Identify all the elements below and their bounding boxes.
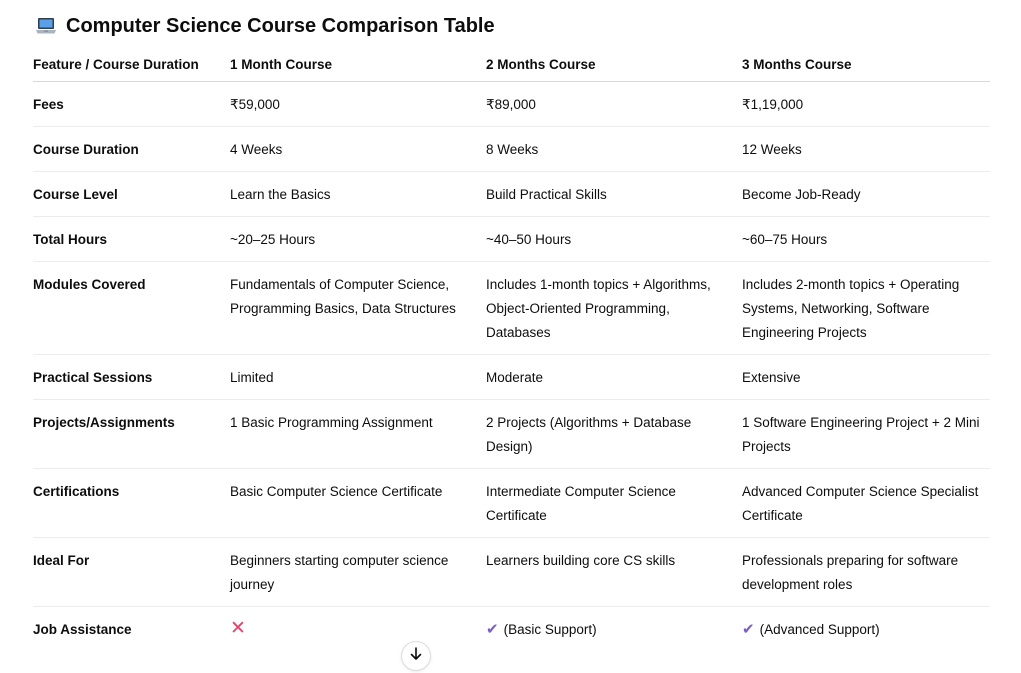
- table-cell: 8 Weeks: [486, 127, 742, 172]
- table-cell: ~60–75 Hours: [742, 217, 990, 262]
- table-cell: Learners building core CS skills: [486, 538, 742, 607]
- arrow-down-icon: [408, 646, 424, 667]
- table-cell: ~40–50 Hours: [486, 217, 742, 262]
- table-row: [33, 400, 990, 469]
- table-cell: Includes 2-month topics + Operating Systems, Networking, Software Engineering Projects: [742, 262, 990, 355]
- table-row: [33, 538, 990, 607]
- check-mark-icon: ✔: [486, 621, 499, 638]
- row-label: Practical Sessions: [33, 355, 230, 400]
- table-row: [33, 607, 990, 652]
- table-cell: [742, 607, 990, 652]
- column-header: 3 Months Course: [742, 47, 990, 82]
- table-header-row: [33, 47, 990, 82]
- table-cell: [486, 607, 742, 652]
- column-header: Feature / Course Duration: [33, 47, 230, 82]
- table-cell: Beginners starting computer science journey: [230, 538, 486, 607]
- table-row: [33, 262, 990, 355]
- row-label: Fees: [33, 82, 230, 127]
- table-row: [33, 172, 990, 217]
- row-label: Course Duration: [33, 127, 230, 172]
- column-header: 2 Months Course: [486, 47, 742, 82]
- table-cell: [230, 607, 486, 652]
- table-cell: 1 Basic Programming Assignment: [230, 400, 486, 469]
- table-cell: Learn the Basics: [230, 172, 486, 217]
- check-mark-icon: ✔: [742, 621, 755, 638]
- row-label: Ideal For: [33, 538, 230, 607]
- laptop-icon: [35, 15, 57, 37]
- page-title-text: Computer Science Course Comparison Table: [66, 14, 495, 37]
- table-cell: Intermediate Computer Science Certificate: [486, 469, 742, 538]
- row-label: Certifications: [33, 469, 230, 538]
- cross-mark-icon: ✕: [230, 618, 246, 639]
- table-cell: ~20–25 Hours: [230, 217, 486, 262]
- support-level-text: (Advanced Support): [759, 622, 880, 637]
- table-cell: Build Practical Skills: [486, 172, 742, 217]
- support-level-text: (Basic Support): [503, 622, 597, 637]
- row-label: Job Assistance: [33, 622, 132, 637]
- table-cell: Basic Computer Science Certificate: [230, 469, 486, 538]
- table-cell: 12 Weeks: [742, 127, 990, 172]
- column-header: 1 Month Course: [230, 47, 486, 82]
- row-label: Course Level: [33, 172, 230, 217]
- table-cell: 2 Projects (Algorithms + Database Design): [486, 400, 742, 469]
- page-title: [35, 12, 495, 40]
- table-row: [33, 82, 990, 127]
- table-cell: Become Job-Ready: [742, 172, 990, 217]
- table-row: [33, 217, 990, 262]
- table-cell: ₹89,000: [486, 82, 742, 127]
- table-cell: Extensive: [742, 355, 990, 400]
- table-cell: Limited: [230, 355, 486, 400]
- table-cell: 4 Weeks: [230, 127, 486, 172]
- row-label: Projects/Assignments: [33, 400, 230, 469]
- table-cell: Professionals preparing for software development roles: [742, 538, 990, 607]
- table-cell: Includes 1-month topics + Algorithms, Object-Oriented Programming, Databases: [486, 262, 742, 355]
- table-cell: Moderate: [486, 355, 742, 400]
- table-cell: 1 Software Engineering Project + 2 Mini Projects: [742, 400, 990, 469]
- table-row: [33, 469, 990, 538]
- row-label: Modules Covered: [33, 262, 230, 355]
- table-row: [33, 127, 990, 172]
- scroll-to-bottom-button[interactable]: [401, 641, 431, 671]
- row-label: Total Hours: [33, 217, 230, 262]
- comparison-table: [33, 47, 990, 651]
- table-cell: Advanced Computer Science Specialist Certificate: [742, 469, 990, 538]
- table-row: [33, 355, 990, 400]
- table-cell: ₹59,000: [230, 82, 486, 127]
- table-cell: Fundamentals of Computer Science, Programming Basics, Data Structures: [230, 262, 486, 355]
- table-cell: ₹1,19,000: [742, 82, 990, 127]
